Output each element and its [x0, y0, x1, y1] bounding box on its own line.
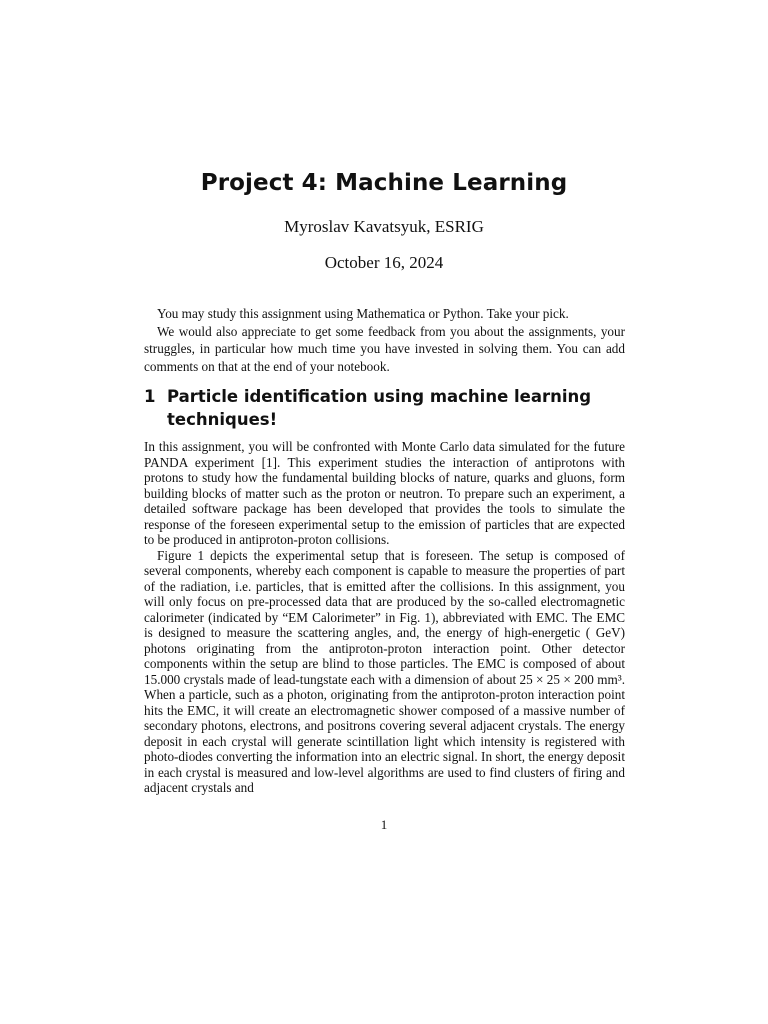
intro-block: [144, 305, 625, 375]
intro-paragraph: You may study this assignment using Mathematica or Python. Take your pick.: [157, 306, 569, 321]
body-paragraph: In this assignment, you will be confronted with Monte Carlo data simulated for the future PANDA experiment [1]. This experiment studies the interaction of antiprotons with protons to study how the fundamental building blocks of nature, quarks and gluons, form building blocks of matter such as the proton or neutron. To prepare such an experiment, a detailed software package has been developed that provides the tools to simulate the response of the foreseen experimental setup to the emission of particles that are expected to be produced in antiproton-proton collisions.: [144, 439, 625, 547]
document-title: Project 4: Machine Learning: [200, 170, 568, 196]
document-author: Myroslav Kavatsyuk, ESRIG: [284, 217, 484, 236]
section-title: Particle identification using machine learning techniques!: [167, 387, 592, 429]
page-number: 1: [380, 817, 388, 832]
intro-paragraph: We would also appreciate to get some feedback from you about the assignments, your struggles, in particular how much time you have invested in solving them. You can add comments on that at the end of your notebook.: [144, 323, 625, 374]
document-date: October 16, 2024: [324, 253, 444, 272]
section-heading: [144, 385, 625, 431]
body-paragraph: Figure 1 depicts the experimental setup that is foreseen. The setup is composed of several components, whereby each component is capable to measure the properties of part of the radiation, i.e. particles, that is emitted after the collisions. In this assignment, you will only focus on pre-processed data that are produced by the so-called electromagnetic calorimeter (indicated by “EM Calorimeter” in Fig. 1), abbreviated with EMC. The EMC is designed to measure the scattering angles, and, the energy of high-energetic ( GeV) photons originating from the antiproton-proton interaction point. Other detector components within the setup are blind to those particles. The EMC is composed of about 15.000 crystals made of lead-tungstate each with a dimension of about 25 × 25 × 200 mm³. When a particle, such as a photon, originating from the antiproton-proton interaction point hits the EMC, it will create an electromagnetic shower composed of a massive number of secondary photons, electrons, and positrons covering several adjacent crystals. The energy deposit in each crystal will generate scintillation light which intensity is registered with photo-diodes converting the information into an electric signal. In short, the energy deposit in each crystal is measured and low-level algorithms are used to find clusters of firing and adjacent crystals and: [144, 547, 625, 795]
section-body: [144, 439, 625, 796]
section-number: 1: [144, 387, 156, 406]
